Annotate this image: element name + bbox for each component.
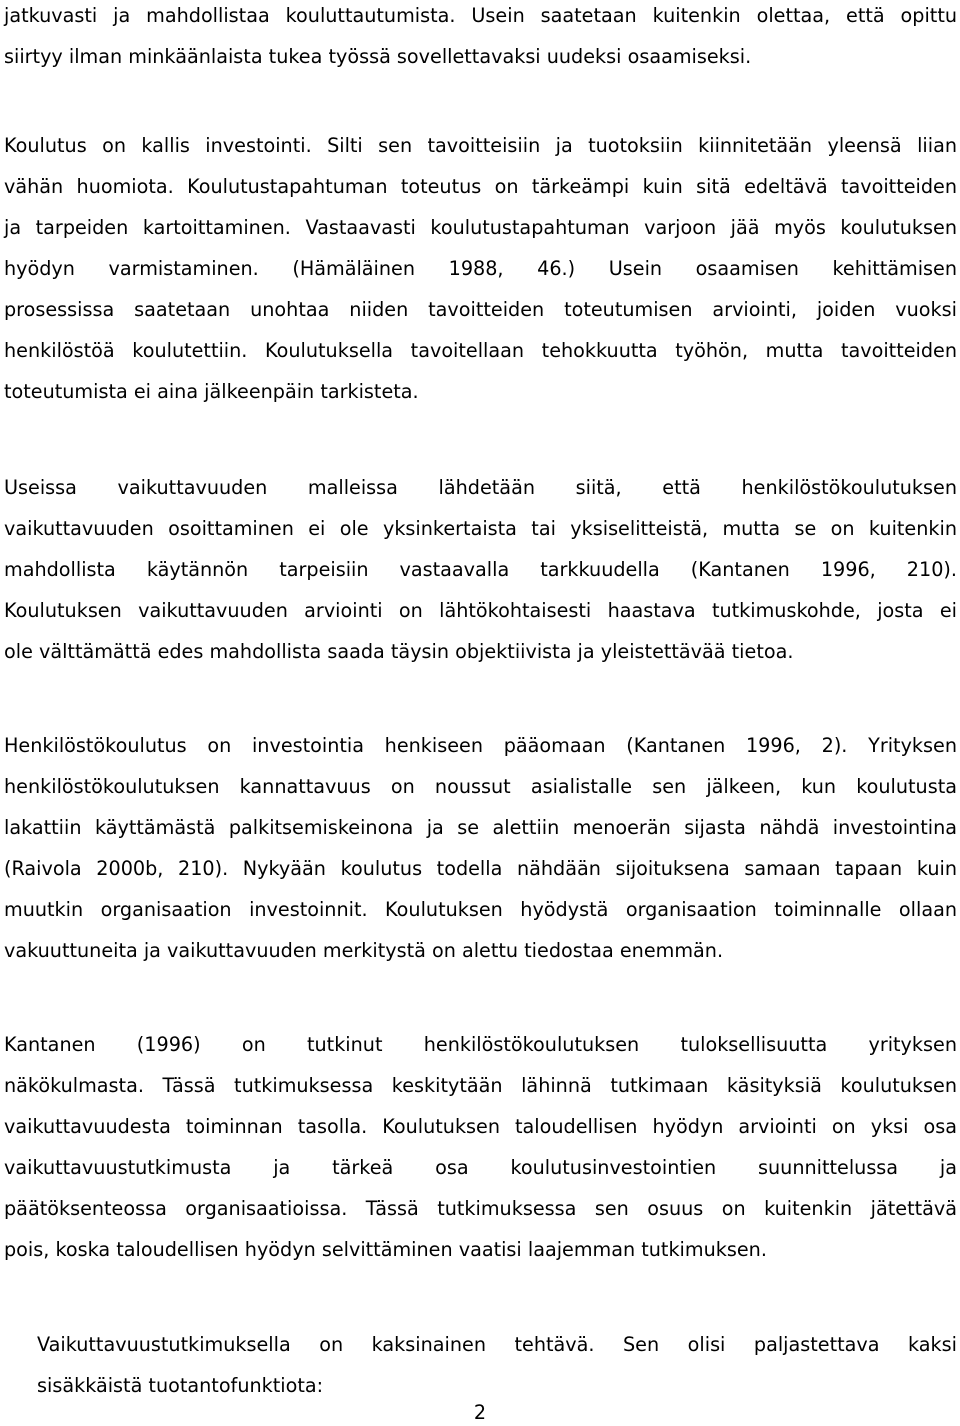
text-line: toteutumista ei aina jälkeenpäin tarkisteta.: [4, 380, 419, 403]
paragraph-6: [37, 1324, 957, 1406]
text-line: päätöksenteossa organisaatioissa. Tässä tutkimuksessa sen osuus on kuitenkin jätettävä: [4, 1197, 957, 1220]
page-number: 2: [473, 1401, 487, 1424]
text-line: Henkilöstökoulutus on investointia henkiseen pääomaan (Kantanen 1996, 2). Yrityksen: [4, 734, 957, 757]
text-line: vaikuttavuudesta toiminnan tasolla. Koulutuksen taloudellisen hyödyn arviointi on yksi osa: [4, 1115, 957, 1138]
text-line: Useissa vaikuttavuuden malleissa lähdetään siitä, että henkilöstökoulutuksen: [4, 476, 957, 499]
text-line: Koulutus on kallis investointi. Silti sen tavoitteisiin ja tuotoksiin kiinnitetään yleensä liian: [4, 134, 957, 157]
text-line: jatkuvasti ja mahdollistaa kouluttautumista. Usein saatetaan kuitenkin olettaa, että opittu: [4, 4, 957, 27]
text-line: Koulutuksen vaikuttavuuden arviointi on lähtökohtaisesti haastava tutkimuskohde, josta ei: [4, 599, 957, 622]
text-line: vähän huomiota. Koulutustapahtuman toteutus on tärkeämpi kuin sitä edeltävä tavoitteiden: [4, 175, 957, 198]
paragraph-3: [4, 467, 957, 672]
text-line: muutkin organisaation investoinnit. Koulutuksen hyödystä organisaation toiminnalle ollaan: [4, 898, 957, 921]
paragraph-1: [4, 0, 957, 77]
paragraph-4: [4, 725, 957, 971]
text-line: näkökulmasta. Tässä tutkimuksessa keskitytään lähinnä tutkimaan käsityksiä koulutuksen: [4, 1074, 957, 1097]
text-line: sisäkkäistä tuotantofunktiota:: [37, 1374, 324, 1397]
text-line: ja tarpeiden kartoittaminen. Vastaavasti koulutustapahtuman varjoon jää myös koulutuksen: [4, 216, 957, 239]
text-line: vakuuttuneita ja vaikuttavuuden merkitystä on alettu tiedostaa enemmän.: [4, 939, 724, 962]
text-line: prosessissa saatetaan unohtaa niiden tavoitteiden toteutumisen arviointi, joiden vuoksi: [4, 298, 957, 321]
text-line: lakattiin käyttämästä palkitsemiskeinona ja se alettiin menoerän sijasta nähdä investointina: [4, 816, 957, 839]
text-line: pois, koska taloudellisen hyödyn selvittäminen vaatisi laajemman tutkimuksen.: [4, 1238, 767, 1261]
text-line: vaikuttavuustutkimusta ja tärkeä osa koulutusinvestointien suunnittelussa ja: [4, 1156, 957, 1179]
text-line: Vaikuttavuustutkimuksella on kaksinainen tehtävä. Sen olisi paljastettava kaksi: [37, 1333, 957, 1356]
text-line: siirtyy ilman minkäänlaista tukea työssä sovellettavaksi uudeksi osaamiseksi.: [4, 45, 752, 68]
text-line: ole välttämättä edes mahdollista saada täysin objektiivista ja yleistettävää tietoa.: [4, 640, 794, 663]
text-line: henkilöstökoulutuksen kannattavuus on noussut asialistalle sen jälkeen, kun koulutusta: [4, 775, 957, 798]
text-line: Kantanen (1996) on tutkinut henkilöstökoulutuksen tuloksellisuutta yrityksen: [4, 1033, 957, 1056]
text-line: vaikuttavuuden osoittaminen ei ole yksinkertaista tai yksiselitteistä, mutta se on kuitenkin: [4, 517, 957, 540]
text-line: mahdollista käytännön tarpeisiin vastaavalla tarkkuudella (Kantanen 1996, 210).: [4, 558, 957, 581]
text-line: (Raivola 2000b, 210). Nykyään koulutus todella nähdään sijoituksena samaan tapaan kuin: [4, 857, 957, 880]
paragraph-2: [4, 125, 957, 412]
text-line: henkilöstöä koulutettiin. Koulutuksella tavoitellaan tehokkuutta työhön, mutta tavoitteiden: [4, 339, 957, 362]
paragraph-5: [4, 1024, 957, 1270]
text-line: hyödyn varmistaminen. (Hämäläinen 1988, 46.) Usein osaamisen kehittämisen: [4, 257, 957, 280]
